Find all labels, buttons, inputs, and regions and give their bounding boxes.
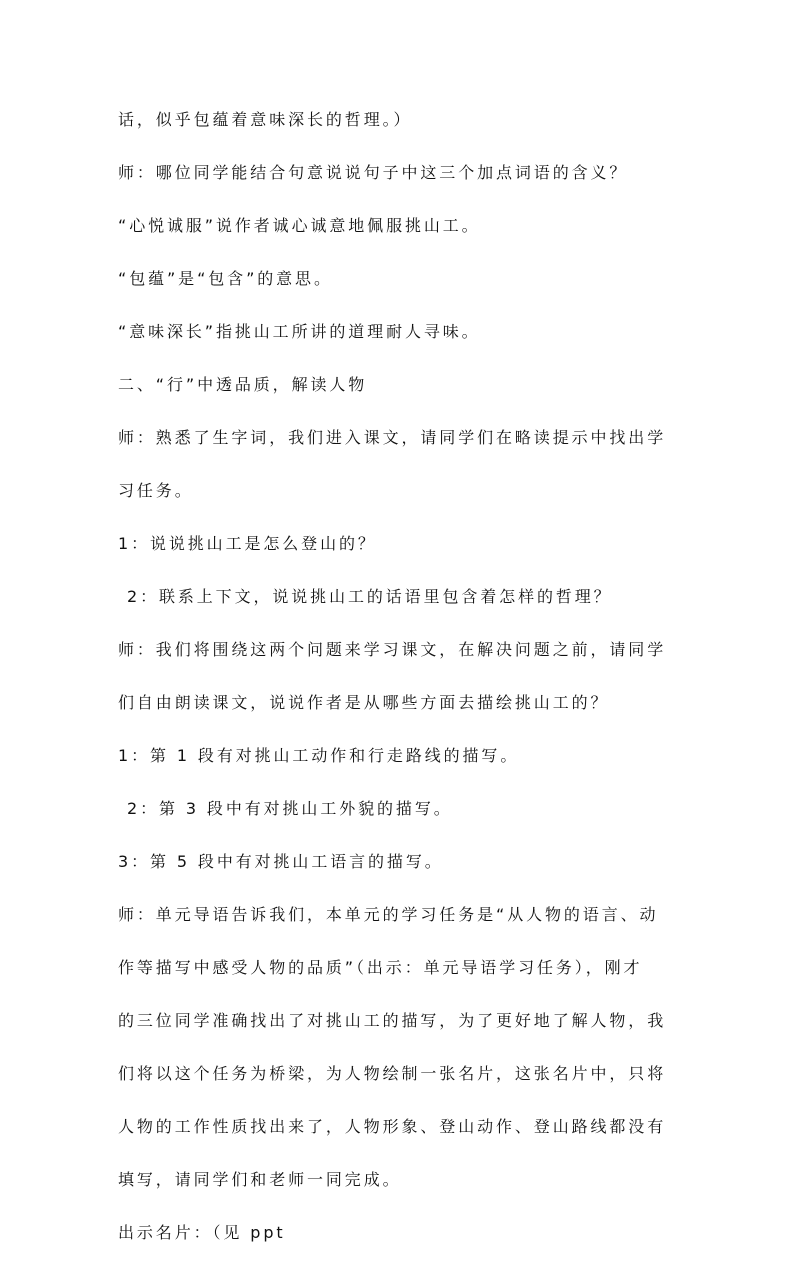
text-line-continuation: 话，似乎包蕴着意味深长的哲理。）: [118, 110, 413, 129]
answer-item-1: 1：第 1 段有对挑山工动作和行走路线的描写。: [118, 746, 520, 765]
task-item-2: 2：联系上下文，说说挑山工的话语里包含着怎样的哲理？: [127, 587, 613, 606]
text-line-teacher-question: 师：哪位同学能结合句意说说句子中这三个加点词语的含义？: [118, 163, 629, 182]
text-line-teacher-intro: 师：熟悉了生字词，我们进入课文，请同学们在略读提示中找出学: [118, 428, 667, 447]
answer-item-2: 2：第 3 段中有对挑山工外貌的描写。: [127, 799, 453, 818]
text-line-teacher-intro-cont: 习任务。: [118, 481, 194, 500]
text-line-term-yiweishenchang: “意味深长”指挑山工所讲的道理耐人寻味。: [118, 322, 481, 341]
text-line-show-card: 出示名片：（见 ppt: [118, 1223, 286, 1242]
text-line-term-baoyun: “包蕴”是“包含”的意思。: [118, 269, 333, 288]
text-line-unit-guide: 师：单元导语告诉我们，本单元的学习任务是“从人物的语言、动: [118, 905, 659, 924]
answer-item-3: 3：第 5 段中有对挑山工语言的描写。: [118, 852, 444, 871]
text-line-teacher-reading-cont: 们自由朗读课文，说说作者是从哪些方面去描绘挑山工的？: [118, 693, 610, 712]
text-line-unit-guide-cont-5: 填写，请同学们和老师一同完成。: [118, 1170, 402, 1189]
section-heading: 二、“行”中透品质，解读人物: [118, 375, 368, 394]
task-item-1: 1：说说挑山工是怎么登山的？: [118, 534, 377, 553]
text-line-term-xinyuechengfu: “心悦诚服”说作者诚心诚意地佩服挑山工。: [118, 216, 481, 235]
document-body: [118, 103, 678, 1269]
text-line-teacher-reading: 师：我们将围绕这两个问题来学习课文，在解决问题之前，请同学: [118, 640, 667, 659]
text-line-unit-guide-cont-1: 作等描写中感受人物的品质”（出示：单元导语学习任务），刚才: [118, 958, 643, 977]
text-line-unit-guide-cont-2: 的三位同学准确找出了对挑山工的描写，为了更好地了解人物，我: [118, 1011, 667, 1030]
text-line-unit-guide-cont-3: 们将以这个任务为桥梁，为人物绘制一张名片，这张名片中，只将: [118, 1064, 667, 1083]
text-line-unit-guide-cont-4: 人物的工作性质找出来了，人物形象、登山动作、登山路线都没有: [118, 1117, 667, 1136]
